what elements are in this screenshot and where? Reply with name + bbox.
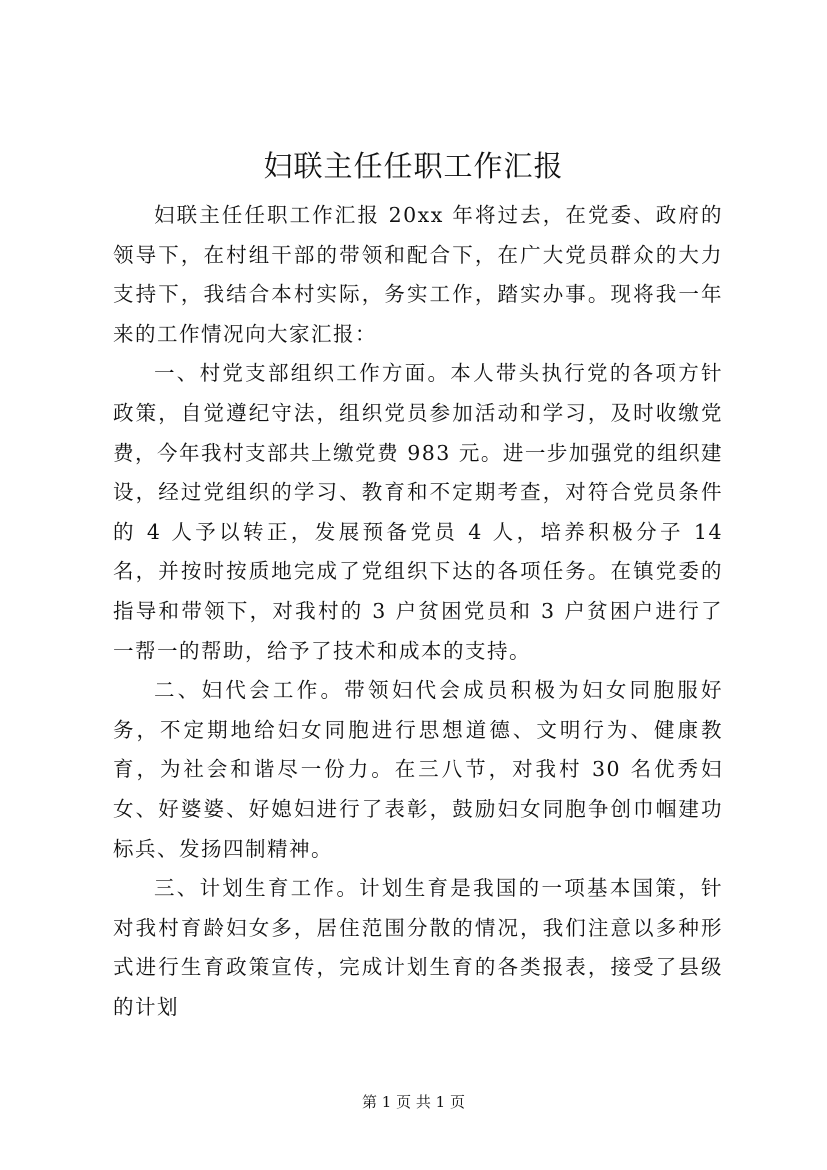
document-body bbox=[113, 196, 723, 1027]
page-footer: 第 1 页 共 1 页 bbox=[362, 1093, 465, 1111]
paragraph-party-work: 一、村党支部组织工作方面。本人带头执行党的各项方针政策，自觉遵纪守法，组织党员参加活动和学习，及时收缴党费，今年我村支部共上缴党费 983 元。进一步加强党的组织建设，经过党组织的学习、教育和不定期考查，对符合党员条件的 4 人予以转正，发展预备党员 4 人，培养积极分子 14 名，并按时按质地完成了党组织下达的各项任务。在镇党委的指导和带领下，对我村的 3 户贫困党员和 3 户贫困户进行了一帮一的帮助，给予了技术和成本的支持。 bbox=[113, 361, 723, 663]
paragraph-family-planning: 三、计划生育工作。计划生育是我国的一项基本国策，针对我村育龄妇女多，居住范围分散的情况，我们注意以多种形式进行生育政策宣传，完成计划生育的各类报表，接受了县级的计划 bbox=[113, 876, 723, 1019]
paragraph-women-congress: 二、妇代会工作。带领妇代会成员积极为妇女同胞服好务，不定期地给妇女同胞进行思想道德、文明行为、健康教育，为社会和谐尽一份力。在三八节，对我村 30 名优秀妇女、好婆婆、好媳妇进行了表彰，鼓励妇女同胞争创巾帼建功标兵、发扬四制精神。 bbox=[113, 678, 723, 861]
paragraph-intro: 妇联主任任职工作汇报 20xx 年将过去，在党委、政府的领导下，在村组干部的带领和配合下，在广大党员群众的大力支持下，我结合本村实际，务实工作，踏实办事。现将我一年来的工作情况向大家汇报： bbox=[113, 203, 723, 346]
page-title: 妇联主任任职工作汇报 bbox=[263, 149, 564, 183]
